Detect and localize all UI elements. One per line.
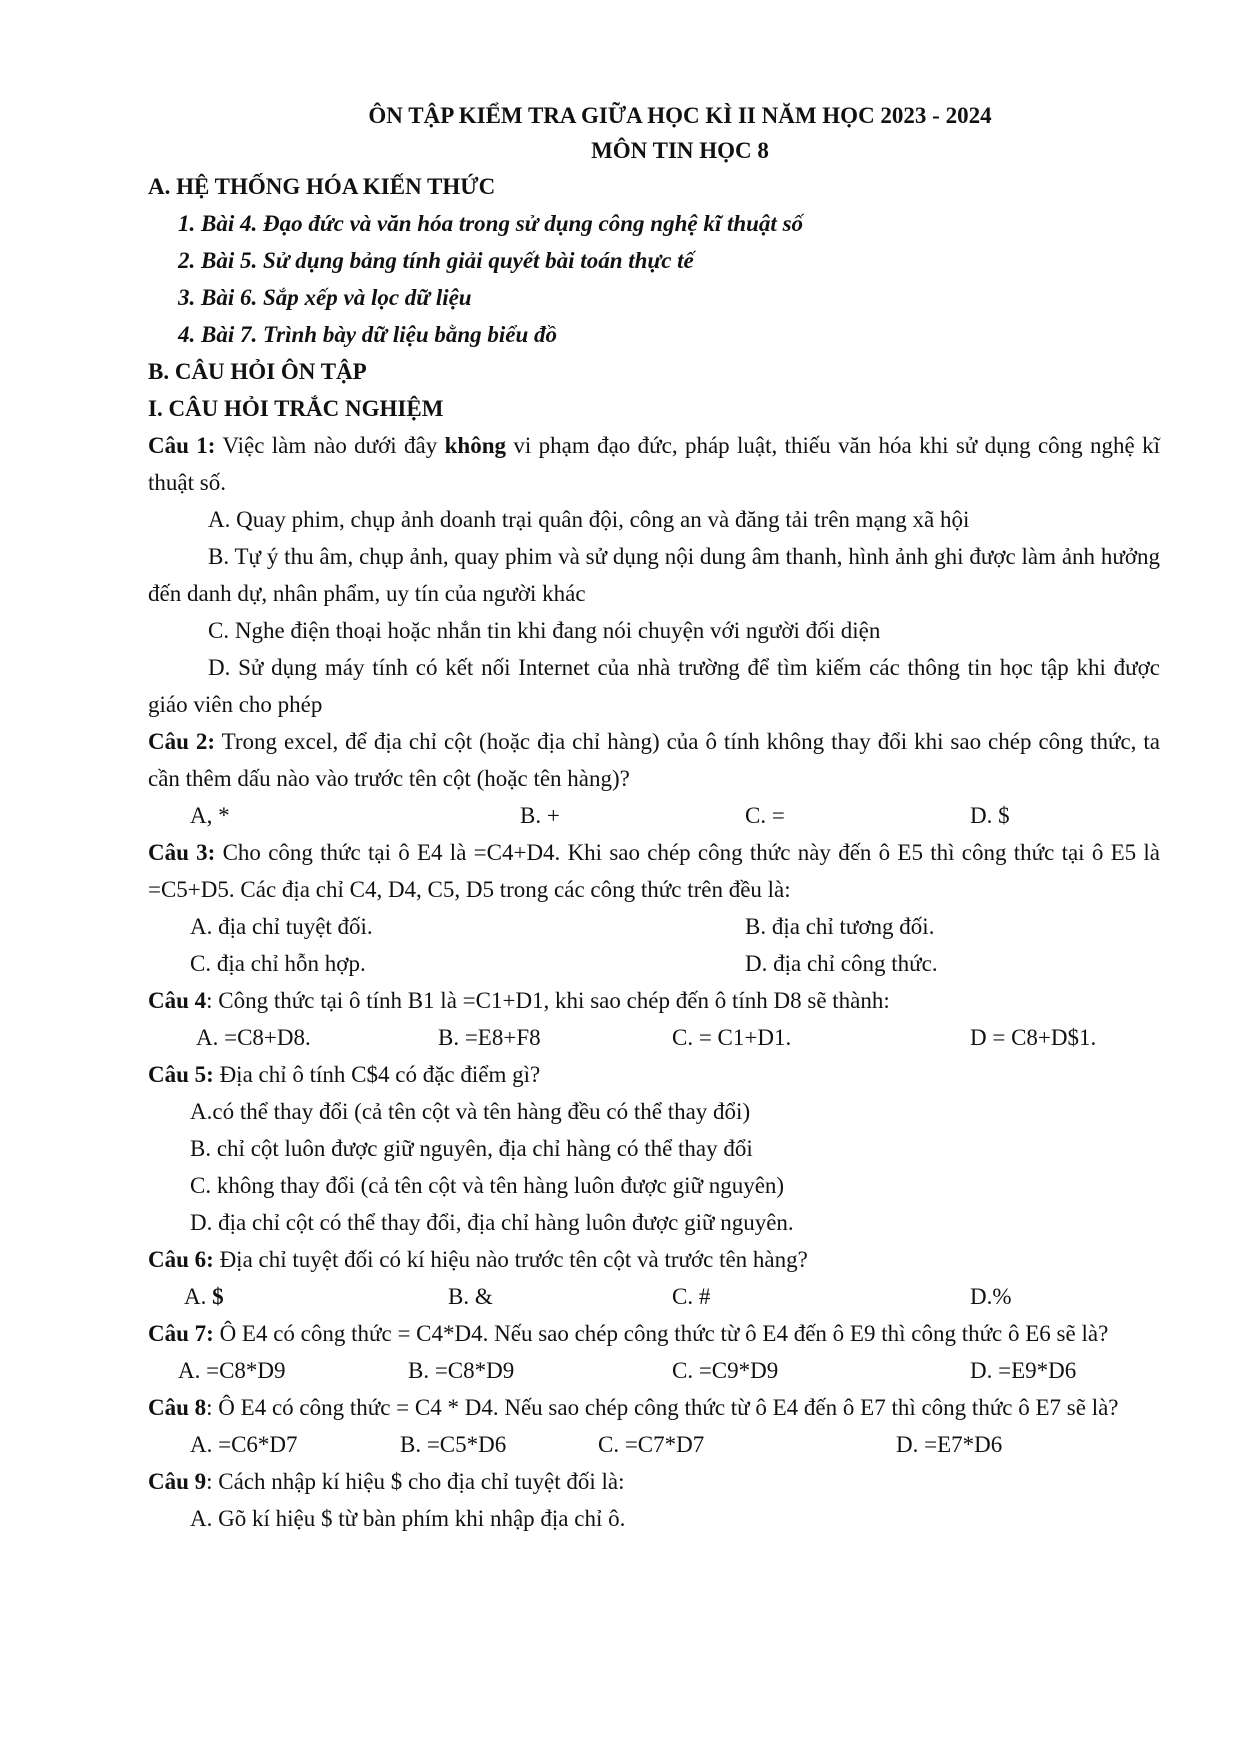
question-text: Cho công thức tại ô E4 là =C4+D4. Khi sao chép công thức này đến ô E5 thì công thức tại ô E5 là =C5+D5. Các địa chỉ C4, D4, C5, D5 trong các công thức trên đều là: — [148, 840, 1160, 902]
option-c: C. = C1+D1. — [672, 1025, 792, 1050]
document-title-line1: ÔN TẬP KIỂM TRA GIỮA HỌC KÌ II NĂM HỌC 2023 - 2024 — [368, 103, 992, 128]
option-d: D. địa chỉ công thức. — [745, 951, 938, 976]
options-row — [148, 1278, 1160, 1315]
topic-item: 4. Bài 7. Trình bày dữ liệu bằng biểu đồ — [178, 322, 558, 347]
option-b: B. địa chỉ tương đối. — [745, 914, 935, 939]
topic-item: 1. Bài 4. Đạo đức và văn hóa trong sử dụng công nghệ kĩ thuật số — [178, 211, 804, 236]
options-row — [148, 945, 1160, 982]
options-row — [148, 1426, 1160, 1463]
option-c: C. =C7*D7 — [598, 1432, 705, 1457]
question-label: Câu 6: — [148, 1247, 214, 1272]
option-d: D. Sử dụng máy tính có kết nối Internet của nhà trường để tìm kiếm các thông tin học tập khi được giáo viên cho phép — [148, 655, 1160, 717]
option-a: A. Quay phim, chụp ảnh doanh trại quân đội, công an và đăng tải trên mạng xã hội — [208, 507, 970, 532]
question-2 — [148, 723, 1160, 797]
question-text: : Công thức tại ô tính B1 là =C1+D1, khi sao chép đến ô tính D8 sẽ thành: — [206, 988, 890, 1013]
question-text: Địa chỉ tuyệt đối có kí hiệu nào trước tên cột và trước tên hàng? — [213, 1247, 808, 1272]
question-label: Câu 7: — [148, 1321, 214, 1346]
option-b: B. =C8*D9 — [408, 1358, 515, 1383]
question-4 — [148, 982, 1160, 1019]
question-label: Câu 5: — [148, 1062, 214, 1087]
option-b: B. =C5*D6 — [400, 1432, 507, 1457]
option-c: C. Nghe điện thoại hoặc nhắn tin khi đang nói chuyện với người đối diện — [208, 618, 881, 643]
question-5 — [148, 1056, 1160, 1093]
question-label: Câu 9 — [148, 1469, 207, 1494]
option-b: B. =E8+F8 — [438, 1025, 541, 1050]
option-a: A. =C6*D7 — [190, 1432, 298, 1457]
question-label: Câu 1: — [148, 433, 216, 458]
option-d: D. $ — [970, 803, 1010, 828]
section-b1-heading: I. CÂU HỎI TRẮC NGHIỆM — [148, 396, 444, 421]
option-d: D. =E9*D6 — [970, 1358, 1077, 1383]
options-row — [148, 1019, 1160, 1056]
option-b: B. & — [448, 1284, 493, 1309]
option-d: D = C8+D$1. — [970, 1025, 1097, 1050]
option-b: B. chỉ cột luôn được giữ nguyên, địa chỉ hàng có thể thay đổi — [190, 1136, 753, 1161]
question-6 — [148, 1241, 1160, 1278]
option-d: D. địa chỉ cột có thể thay đổi, địa chỉ hàng luôn được giữ nguyên. — [190, 1210, 794, 1235]
question-text: Ô E4 có công thức = C4*D4. Nếu sao chép công thức từ ô E4 đến ô E9 thì công thức ô E6 sẽ là? — [213, 1321, 1109, 1346]
question-8 — [148, 1389, 1160, 1426]
question-9 — [148, 1463, 1160, 1500]
option-a: A. Gõ kí hiệu $ từ bàn phím khi nhập địa chỉ ô. — [190, 1506, 626, 1531]
topic-item: 3. Bài 6. Sắp xếp và lọc dữ liệu — [178, 285, 472, 310]
option-a: A.có thể thay đổi (cả tên cột và tên hàng đều có thể thay đổi) — [190, 1099, 751, 1124]
option-value: $ — [212, 1284, 224, 1309]
question-3 — [148, 834, 1160, 908]
question-label: Câu 2: — [148, 729, 216, 754]
options-row — [148, 797, 1160, 834]
option-c: C. # — [672, 1284, 711, 1309]
option-d: D. =E7*D6 — [896, 1432, 1003, 1457]
question-label: Câu 4 — [148, 988, 207, 1013]
document-content — [148, 98, 1160, 1537]
question-text: Việc làm nào dưới đây — [215, 433, 445, 458]
question-text: : Cách nhập kí hiệu $ cho địa chỉ tuyệt đối là: — [206, 1469, 625, 1494]
option-b: B. Tự ý thu âm, chụp ảnh, quay phim và sử dụng nội dung âm thanh, hình ảnh ghi được làm ảnh hưởng đến danh dự, nhân phẩm, uy tín của người khác — [148, 544, 1160, 606]
option-c: C. =C9*D9 — [672, 1358, 779, 1383]
question-emphasis: không — [444, 433, 507, 458]
question-7 — [148, 1315, 1160, 1352]
section-b-heading: B. CÂU HỎI ÔN TẬP — [148, 359, 367, 384]
question-text: vi phạm đạo đức, pháp luật, thiếu văn hóa khi sử dụng công nghệ kĩ thuật số. — [148, 433, 1161, 495]
topic-item: 2. Bài 5. Sử dụng bảng tính giải quyết bài toán thực tế — [178, 248, 694, 273]
option-c: C. = — [745, 803, 785, 828]
option-d: D.% — [970, 1284, 1012, 1309]
question-1 — [148, 427, 1160, 501]
question-text: Trong excel, để địa chỉ cột (hoặc địa chỉ hàng) của ô tính không thay đổi khi sao chép công thức, ta cần thêm dấu nào vào trước tên cột (hoặc tên hàng)? — [148, 729, 1160, 791]
document-title-line2: MÔN TIN HỌC 8 — [591, 138, 769, 163]
question-text: : Ô E4 có công thức = C4 * D4. Nếu sao chép công thức từ ô E4 đến ô E7 thì công thức ô E7 sẽ là? — [206, 1395, 1119, 1420]
option-letter: A. — [184, 1284, 213, 1309]
options-row — [148, 908, 1160, 945]
option-c: C. địa chỉ hỗn hợp. — [190, 951, 366, 976]
question-label: Câu 3: — [148, 840, 216, 865]
section-a-heading: A. HỆ THỐNG HÓA KIẾN THỨC — [148, 174, 496, 199]
option-a: A. =C8*D9 — [178, 1358, 286, 1383]
question-label: Câu 8 — [148, 1395, 207, 1420]
option-b: B. + — [520, 803, 560, 828]
option-a — [184, 1278, 224, 1315]
option-a: A, * — [190, 803, 230, 828]
option-a: A. địa chỉ tuyệt đối. — [190, 914, 373, 939]
option-a: A. =C8+D8. — [196, 1025, 311, 1050]
option-c: C. không thay đổi (cả tên cột và tên hàng luôn được giữ nguyên) — [190, 1173, 785, 1198]
question-text: Địa chỉ ô tính C$4 có đặc điểm gì? — [213, 1062, 541, 1087]
options-row — [148, 1352, 1160, 1389]
